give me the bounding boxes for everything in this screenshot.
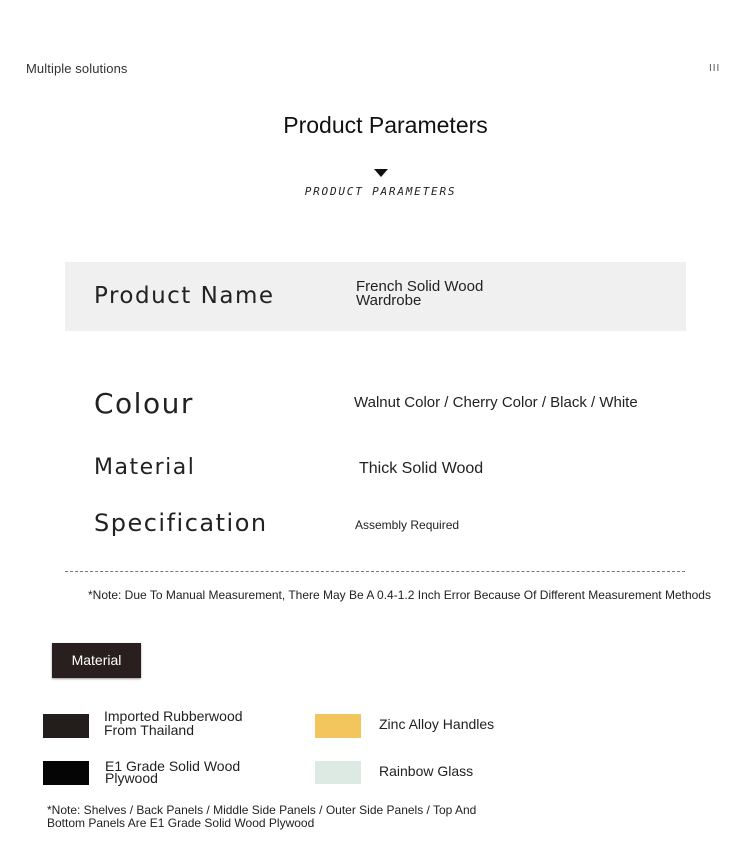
param-value-material: Thick Solid Wood	[359, 460, 484, 477]
material-label-plywood: E1 Grade Solid Wood Plywood	[105, 758, 241, 786]
param-label-product-name: Product Name	[94, 283, 275, 309]
swatch-rubberwood	[43, 714, 89, 738]
menu-mark: III	[709, 63, 721, 74]
material-label-rubberwood: Imported Rubberwood From Thailand	[104, 708, 243, 738]
top-label: Multiple solutions	[26, 61, 128, 76]
measurement-note: *Note: Due To Manual Measurement, There May Be A 0.4-1.2 Inch Error Because Of Different Measurement Methods	[88, 588, 711, 602]
swatch-zinc-alloy	[315, 714, 361, 738]
triangle-down-icon	[374, 169, 388, 177]
material-note: *Note: Shelves / Back Panels / Middle Side Panels / Outer Side Panels / Top And Bottom Panels Are E1 Grade Solid Wood Plywood	[47, 803, 477, 830]
param-label-specification: Specification	[94, 509, 268, 537]
page-subtitle: PRODUCT PARAMETERS	[304, 185, 457, 198]
param-value-product-name: French Solid Wood Wardrobe	[356, 278, 484, 309]
swatch-rainbow-glass	[315, 761, 361, 784]
swatch-plywood	[43, 761, 89, 785]
material-tag: Material	[52, 643, 141, 678]
dashed-divider	[65, 571, 685, 572]
material-label-zinc-alloy: Zinc Alloy Handles	[379, 716, 495, 732]
param-label-material: Material	[94, 455, 196, 480]
param-value-specification: Assembly Required	[355, 518, 460, 532]
param-value-colour: Walnut Color / Cherry Color / Black / White	[354, 394, 638, 411]
param-label-colour: Colour	[94, 387, 194, 420]
material-label-rainbow-glass: Rainbow Glass	[379, 763, 474, 779]
page-title: Product Parameters	[283, 112, 488, 138]
